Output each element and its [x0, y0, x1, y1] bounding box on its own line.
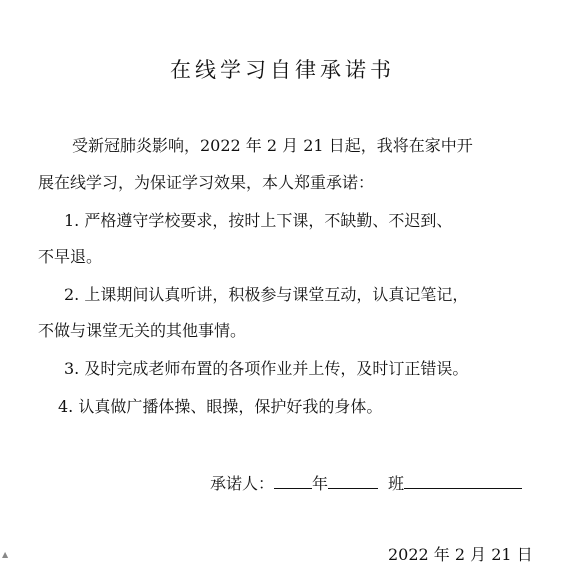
class-blank[interactable] — [328, 472, 378, 489]
item-1-line-2: 不早退。 — [38, 247, 103, 266]
item-2-line-1: 2. 上课期间认真听讲，积极参与课堂互动，认真记笔记， — [64, 285, 469, 304]
item-4-line-1: 4. 认真做广播体操、眼操，保护好我的身体。 — [58, 397, 383, 416]
signing-date: 2022 年 2 月 21 日 — [388, 545, 533, 564]
grade-blank[interactable] — [274, 472, 312, 489]
intro-line-1: 受新冠肺炎影响，2022 年 2 月 21 日起，我将在家中开 — [72, 136, 473, 155]
item-1-line-1: 1. 严格遵守学校要求，按时上下课，不缺勤、不迟到、 — [64, 211, 453, 230]
item-2-line-2: 不做与课堂无关的其他事情。 — [38, 321, 247, 340]
intro-line-2: 展在线学习，为保证学习效果，本人郑重承诺： — [38, 173, 375, 192]
document-title: 在线学习自律承诺书 — [170, 58, 395, 82]
grade-suffix: 年 — [312, 474, 329, 493]
class-suffix: 班 — [388, 474, 405, 493]
name-blank[interactable] — [404, 472, 522, 489]
item-3-line-1: 3. 及时完成老师布置的各项作业并上传，及时订正错误。 — [64, 359, 469, 378]
signature-row — [210, 472, 522, 494]
signature-label: 承诺人： — [210, 474, 275, 493]
corner-mark-icon: ▲ — [2, 550, 9, 559]
